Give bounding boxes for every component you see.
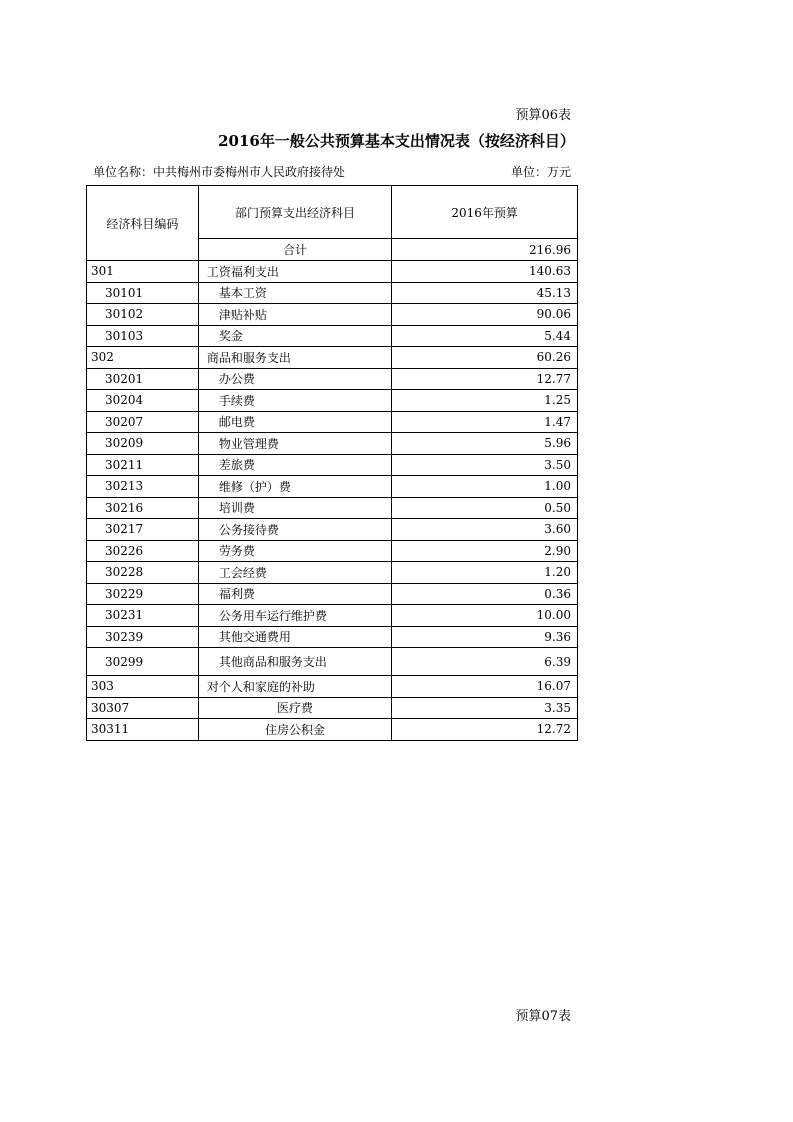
table-row [87,697,578,719]
row-name: 医疗费 [198,697,391,719]
row-value: 12.77 [392,368,578,390]
row-name: 邮电费 [198,411,391,433]
row-name: 培训费 [198,497,391,519]
row-name: 基本工资 [198,282,391,304]
unit-name: 单位名称：中共梅州市委梅州市人民政府接待处 [93,165,346,179]
row-code: 303 [87,676,199,698]
row-code: 30103 [87,325,199,347]
row-value: 5.44 [392,325,578,347]
row-name: 物业管理费 [198,433,391,455]
row-value: 60.26 [392,347,578,369]
row-name: 工资福利支出 [198,261,391,283]
row-code: 30209 [87,433,199,455]
table-row [87,261,578,283]
row-code: 30226 [87,540,199,562]
header-value: 2016年预算 [392,186,578,239]
row-value: 16.07 [392,676,578,698]
row-value: 0.50 [392,497,578,519]
row-code: 30311 [87,719,199,741]
row-value: 2.90 [392,540,578,562]
row-value: 1.20 [392,562,578,584]
row-name: 公务接待费 [198,519,391,541]
row-value: 3.60 [392,519,578,541]
row-value: 90.06 [392,304,578,326]
form-number-top: 预算06表 [515,108,571,123]
table-header-row [87,186,578,239]
row-code: 30299 [87,648,199,676]
row-code: 302 [87,347,199,369]
row-value: 1.00 [392,476,578,498]
row-code: 301 [87,261,199,283]
row-code: 30102 [87,304,199,326]
page-title: 2016年一般公共预算基本支出情况表（按经济科目） [218,132,575,150]
row-code: 30217 [87,519,199,541]
row-value: 45.13 [392,282,578,304]
row-name: 公务用车运行维护费 [198,605,391,627]
row-name: 办公费 [198,368,391,390]
table-row [87,390,578,412]
form-number-bottom: 预算07表 [515,1009,571,1024]
row-code: 30207 [87,411,199,433]
total-value: 216.96 [392,239,578,261]
header-code: 经济科目编码 [87,186,199,261]
row-value: 3.35 [392,697,578,719]
table-row [87,304,578,326]
row-name: 福利费 [198,583,391,605]
table-row [87,368,578,390]
row-code: 30239 [87,626,199,648]
header-name: 部门预算支出经济科目 [198,186,391,239]
row-code: 30211 [87,454,199,476]
row-code: 30231 [87,605,199,627]
row-value: 12.72 [392,719,578,741]
row-name: 其他商品和服务支出 [198,648,391,676]
table-row [87,497,578,519]
row-name: 劳务费 [198,540,391,562]
row-name: 其他交通费用 [198,626,391,648]
row-code: 30216 [87,497,199,519]
table-row [87,519,578,541]
table-row [87,605,578,627]
row-value: 0.36 [392,583,578,605]
row-name: 维修（护）费 [198,476,391,498]
table-row [87,433,578,455]
budget-table [86,185,578,741]
table-row [87,347,578,369]
table-row [87,719,578,741]
table-row [87,325,578,347]
table-row [87,476,578,498]
row-name: 对个人和家庭的补助 [198,676,391,698]
row-value: 10.00 [392,605,578,627]
row-name: 住房公积金 [198,719,391,741]
currency-unit: 单位：万元 [510,165,571,179]
row-value: 6.39 [392,648,578,676]
row-value: 140.63 [392,261,578,283]
table-row [87,282,578,304]
row-name: 手续费 [198,390,391,412]
row-name: 津贴补贴 [198,304,391,326]
row-code: 30307 [87,697,199,719]
table-row [87,562,578,584]
row-code: 30213 [87,476,199,498]
row-value: 3.50 [392,454,578,476]
table-row [87,454,578,476]
row-value: 1.25 [392,390,578,412]
row-value: 9.36 [392,626,578,648]
row-value: 5.96 [392,433,578,455]
row-code: 30229 [87,583,199,605]
row-name: 商品和服务支出 [198,347,391,369]
total-label: 合计 [198,239,391,261]
row-code: 30101 [87,282,199,304]
row-code: 30201 [87,368,199,390]
row-code: 30204 [87,390,199,412]
table-row [87,626,578,648]
row-name: 奖金 [198,325,391,347]
row-value: 1.47 [392,411,578,433]
table-row [87,540,578,562]
row-name: 差旅费 [198,454,391,476]
table-row [87,648,578,676]
table-row [87,583,578,605]
table-row [87,676,578,698]
row-name: 工会经费 [198,562,391,584]
row-code: 30228 [87,562,199,584]
table-row [87,411,578,433]
